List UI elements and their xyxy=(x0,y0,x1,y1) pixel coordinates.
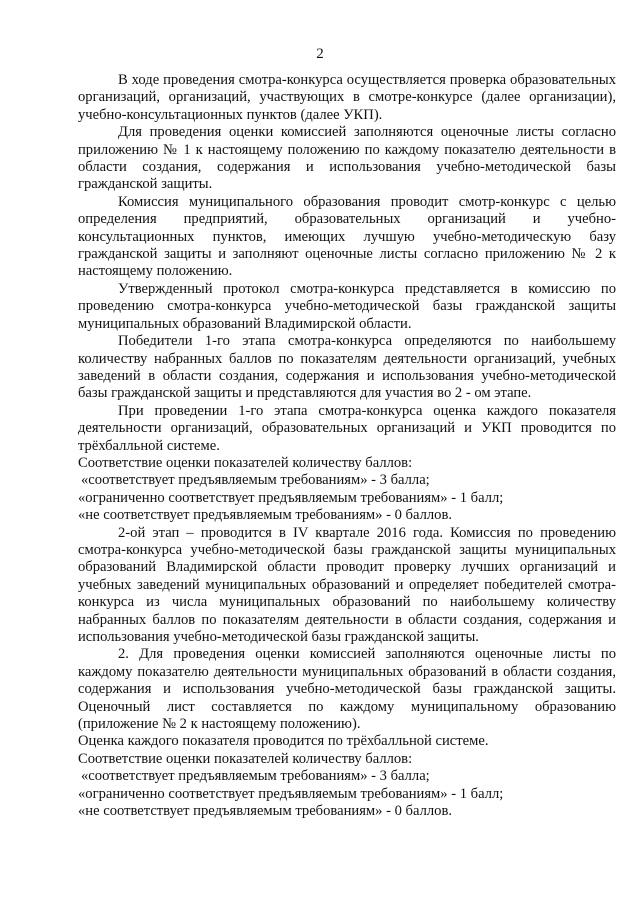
paragraph-protocol: Утвержденный протокол смотра-конкурса представляется в комиссию по проведению смотра-конкурса учебно-методической базы гражданской защиты муниципальных образований Владимирской области. xyxy=(78,280,616,332)
scoring-item-0-points-2: «не соответствует предъявляемым требованиям» - 0 баллов. xyxy=(78,803,452,820)
paragraph-three-point-system: При проведении 1-го этапа смотра-конкурса оценка каждого показателя деятельности организаций, образовательных организаций и УКП проводится по трёхбалльной системе. xyxy=(78,402,616,454)
scoring-heading-2: Соответствие оценки показателей количеству баллов: xyxy=(78,750,413,767)
scoring-item-1-point-2: «ограниченно соответствует предъявляемым требованиям» - 1 балл; xyxy=(78,785,504,802)
page-number: 2 xyxy=(316,46,324,62)
paragraph-inspection: В ходе проведения смотра-конкурса осуществляется проверка образовательных организаций, организаций, участвующих в смотре-конкурсе (далее организации), учебно-консультационных пунктов (далее УКП). xyxy=(78,72,616,123)
scoring-item-1-point: «ограниченно соответствует предъявляемым требованиям» - 1 балл; xyxy=(78,489,504,506)
scoring-item-3-points: «соответствует предъявляемым требованиям» - 3 балла; xyxy=(81,472,430,489)
scoring-intro-2: Оценка каждого показателя проводится по трёхбалльной системе. xyxy=(78,733,489,750)
paragraph-municipal-commission: Комиссия муниципального образования проводит смотр-конкурс с целью определения предприятий, образовательных организаций и учебно-консультационных пунктов, имеющих лучшую учебно-методическую базу гражданской защиты и заполняют оценочные листы согласно приложению № 2 к настоящему положению. xyxy=(78,193,616,280)
paragraph-stage-2: 2-ой этап – проводится в IV квартале 2016 года. Комиссия по проведению смотра-конкурса учебно-методической базы гражданской защиты муниципальных образований Владимирской области проводит проверку лучших организаций и учебных заведений муниципальных образований и определяет победителей смотра-конкурса из числа муниципальных образований по наибольшему количеству набранных баллов по показателям деятельности в области создания, содержания и использования учебно-методической базы гражданской защиты. xyxy=(78,524,616,645)
paragraph-assessment-sheets: Для проведения оценки комиссией заполняются оценочные листы согласно приложению № 1 к настоящему положению по каждому показателю деятельности в области создания, содержания и использования учебно-методической базы гражданской защиты. xyxy=(78,124,616,193)
scoring-heading-1: Соответствие оценки показателей количеству баллов: xyxy=(78,454,413,471)
paragraph-winners-stage-1: Победители 1-го этапа смотра-конкурса определяются по наибольшему количеству набранных баллов по показателям деятельности организаций, учебных заведений в области создания, содержания и использования учебно-методической базы гражданской защиты и представляются для участия во 2 - ом этапе. xyxy=(78,333,616,402)
paragraph-municipal-assessment: 2. Для проведения оценки комиссией заполняются оценочные листы по каждому показателю деятельности муниципальных образований в области создания, содержания и использования учебно-методической базы гражданской защиты. Оценочный лист составляется по каждому муниципальному образованию (приложение № 2 к настоящему положению). xyxy=(78,646,616,733)
document-body xyxy=(78,72,616,820)
scoring-item-3-points-2: «соответствует предъявляемым требованиям» - 3 балла; xyxy=(81,768,430,785)
scoring-item-0-points: «не соответствует предъявляемым требованиям» - 0 баллов. xyxy=(78,507,452,524)
